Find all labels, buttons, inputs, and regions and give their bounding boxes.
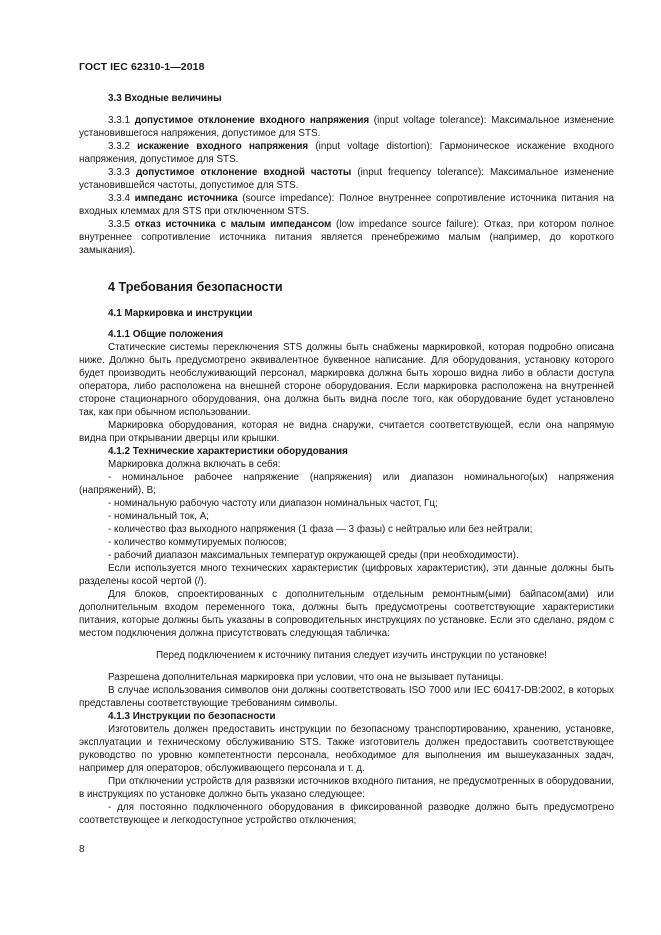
term-3-3-3 [79, 166, 614, 192]
section-4-1-2-heading: 4.1.2 Технические характеристики оборудования [108, 446, 348, 457]
paragraph: Маркировка должна включать в себя: [108, 459, 281, 470]
term-number: 3.3.3 [108, 167, 136, 178]
term-number: 3.3.4 [108, 193, 135, 204]
paragraph: В случае использования символов они должны соответствовать ISO 7000 или IEC 60417-DB:2002, в которых представлены соответствующие требованиям символы. [79, 685, 614, 709]
standard-header: ГОСТ IEC 62310-1—2018 [79, 61, 205, 73]
list-item: - количество фаз выходного напряжения (1 фаза — 3 фазы) с нейтралью или без нейтрали; [108, 524, 533, 535]
list-item: - номинальное рабочее напряжение (напряжения) или диапазон номинального(ых) напряжения (напряжений), В; [79, 472, 614, 496]
page-number: 8 [79, 844, 85, 855]
term-number: 3.3.2 [108, 141, 138, 152]
list-item: - количество коммутируемых полюсов; [108, 537, 287, 548]
list-item: - для постоянно подключенного оборудования в фиксированной разводке должно быть предусмотрено соответствующее и легкодоступное устройство отключения; [79, 802, 614, 826]
term-list [79, 114, 614, 257]
page-content [79, 92, 614, 827]
section-4-heading: 4 Требования безопасности [108, 280, 283, 294]
term-3-3-5 [79, 218, 614, 257]
section-3-3-heading: 3.3 Входные величины [108, 93, 222, 104]
term-name: отказ источника с малым импедансом [134, 219, 332, 230]
paragraph: Маркировка оборудования, которая не видна снаружи, считается соответствующей, если она напрямую видна при открывании дверцы или крышки. [79, 420, 614, 444]
list-item: - номинальную рабочую частоту или диапазон номинальных частот, Гц; [108, 498, 438, 509]
paragraph: Если используется много технических характеристик (цифровых характеристик), эти данные должны быть разделены косой чертой (/). [79, 563, 614, 587]
paragraph: Разрешена дополнительная маркировка при условии, что она не вызывает путаницы. [108, 672, 504, 683]
term-3-3-1 [79, 114, 614, 140]
term-name: допустимое отклонение входного напряжения [134, 115, 370, 126]
term-3-3-2 [79, 140, 614, 166]
section-4-1-heading: 4.1 Маркировка и инструкции [108, 308, 253, 319]
paragraph: Для блоков, спроектированных с дополнительным отдельным ремонтным(ыми) байпасом(ами) или дополнительным входом переменного тока, должны быть предусмотрены соответствующие характеристики питания, которые должны быть указаны в сопроводительных инструкциях по установке. Если это сделано, рядом с местом подключения должна присутствовать следующая табличка: [79, 589, 614, 639]
paragraph: Статические системы переключения STS должны быть снабжены маркировкой, которая подробно описана ниже. Должно быть предусмотрено эквивалентное буквенное написание. Для оборудования, установку которого будет производить необслуживающий персонал, маркировка должна быть хорошо видна либо в области доступа оператора, либо расположена на внешней стороне оборудования. Если маркировка расположена на внутренней стороне стационарного оборудования, она должна быть видна после того, как оборудование будет установлено так, как при обычном использовании. [79, 342, 614, 418]
term-number: 3.3.5 [108, 219, 135, 230]
term-number: 3.3.1 [108, 115, 135, 126]
term-definition: (input frequency tolerance): Максимальное изменение установившейся частоты, допустимое для STS. [79, 167, 614, 191]
term-definition: (input voltage tolerance): Максимальное изменение установившегося напряжения, допустимое для STS. [79, 115, 614, 139]
term-definition: (input voltage distortion): Гармоническое искажение входного напряжения, допустимое для STS. [79, 141, 614, 165]
term-definition: (source impedance): Полное внутреннее сопротивление источника питания на входных клеммах для STS при отключенном STS. [79, 193, 614, 217]
paragraph: Изготовитель должен предоставить инструкции по безопасному транспортированию, хранению, установке, эксплуатации и техническому обслуживанию STS. Также изготовитель должен предоставить соответствующее руководство по уровню компетентности персонала, необходимое для выполнения им вышеуказанных задач, например для операторов, обслуживающего персонала и т. д. [79, 724, 614, 774]
section-4-1-1-heading: 4.1.1 Общие положения [108, 329, 224, 340]
section-4-1-3-heading: 4.1.3 Инструкции по безопасности [108, 711, 276, 722]
term-definition: (low impedance source failure): Отказ, при котором полное внутреннее сопротивление источника питания является пренебрежимо малым (например, до короткого замыкания). [79, 219, 614, 256]
term-name: допустимое отклонение входной частоты [135, 167, 352, 178]
term-name: искажение входного напряжения [137, 141, 309, 152]
paragraph: При отключении устройств для развязки источников входного питания, не предусмотренных в оборудовании, в инструкциях по установке должно быть указано следующее: [79, 776, 614, 800]
list-item: - номинальный ток, А; [108, 511, 209, 522]
term-3-3-4 [79, 192, 614, 218]
list-item: - рабочий диапазон максимальных температур окружающей среды (при необходимости). [108, 550, 519, 561]
warning-sign-text: Перед подключением к источнику питания следует изучить инструкции по установке! [155, 650, 548, 661]
term-name: импеданс источника [134, 193, 238, 204]
